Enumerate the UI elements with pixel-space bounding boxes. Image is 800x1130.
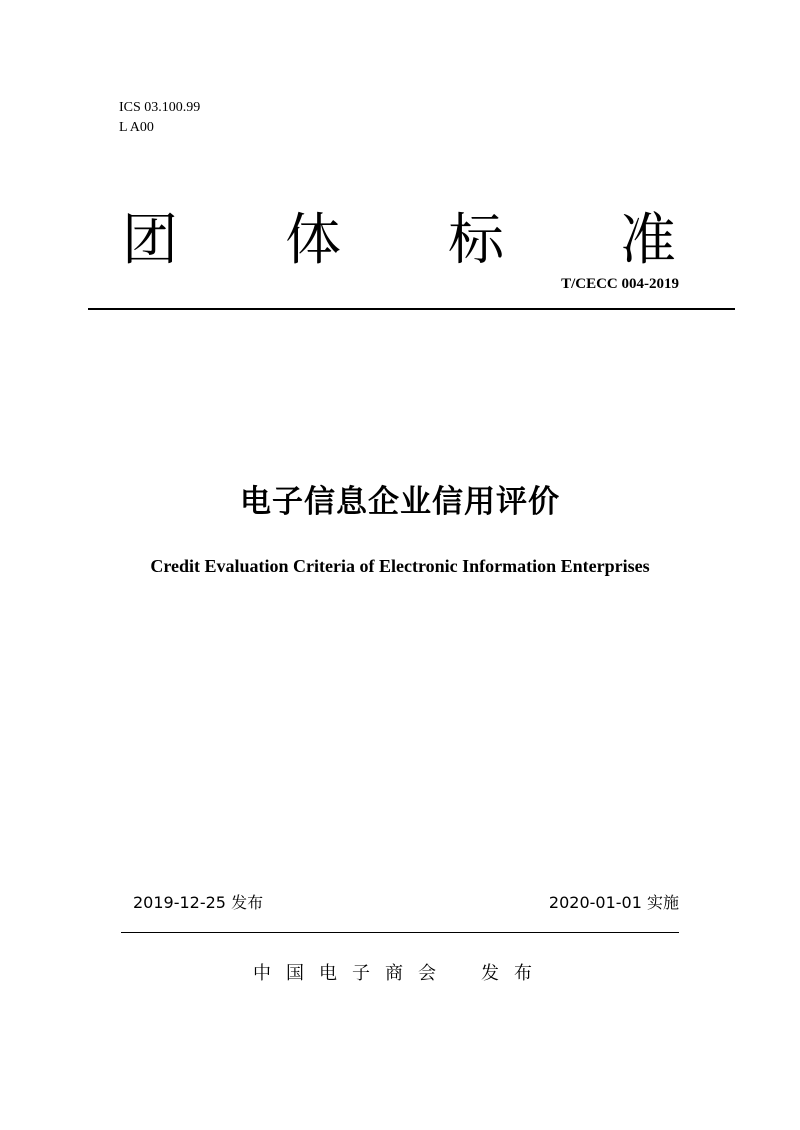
publisher-line (0, 962, 800, 986)
category-char-1: 团 (122, 208, 178, 273)
top-divider (88, 308, 735, 310)
standard-number: T/CECC 004-2019 (561, 276, 679, 292)
implement-date: 2020-01-01 实施 (548, 893, 679, 912)
publisher-org: 中国电子商会 (253, 963, 451, 984)
ics-code: ICS 03.100.99 (119, 100, 201, 115)
category-char-3: 标 (448, 208, 504, 273)
classification-code: L A00 (119, 120, 154, 135)
title-english: Credit Evaluation Criteria of Electronic Information Enterprises (150, 556, 650, 576)
category-char-4: 准 (620, 208, 676, 273)
publisher-suffix: 发布 (481, 963, 547, 984)
bottom-divider (121, 932, 679, 933)
title-chinese: 电子信息企业信用评价 (240, 484, 560, 520)
publish-date: 2019-12-25 发布 (133, 893, 264, 912)
category-char-2: 体 (285, 208, 341, 273)
